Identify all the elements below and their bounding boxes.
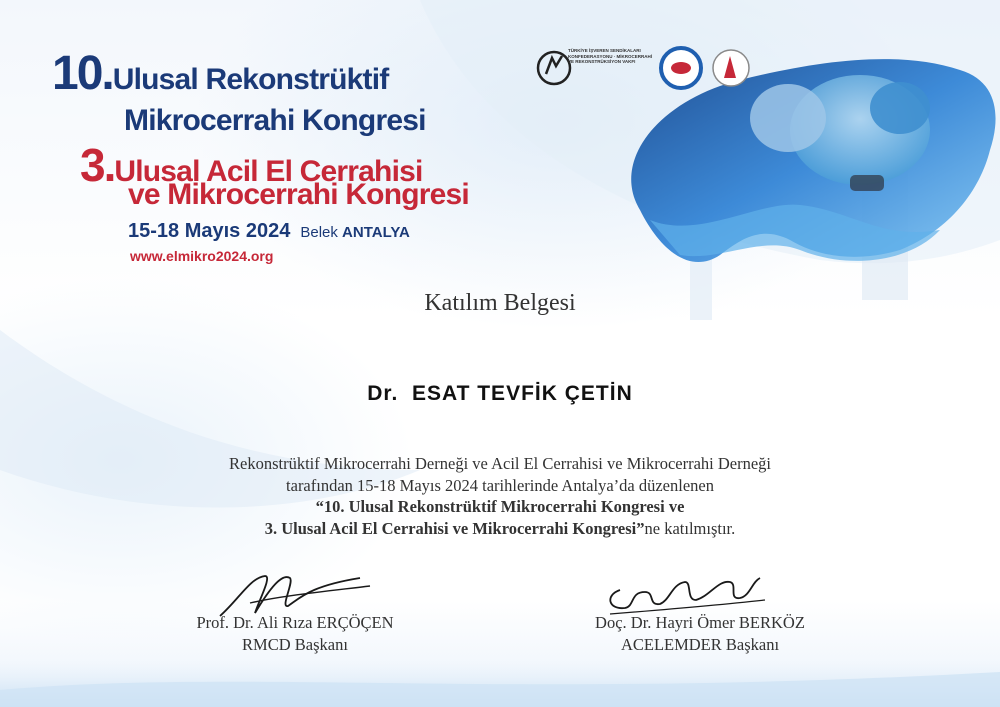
signatory-name: Doç. Dr. Hayri Ömer BERKÖZ [595,613,805,632]
surgeon-cap [870,82,930,134]
foundation-logo-icon [538,52,570,84]
congress-title-line: Mikrocerrahi Kongresi [124,104,426,137]
signatory-2 [560,612,840,656]
body-line: Rekonstrüktif Mikrocerrahi Derneği ve Acil El Cerrahisi ve Mikrocerrahi Derneği [228,454,772,473]
foundation-logo-text: TÜRKİYE İŞVEREN SENDİKALARI KONFEDERASYONU · MİKROCERRAHİ VE REKONSTRÜKSİYON VAKFI [568,48,653,64]
congress-title-2 [80,138,469,211]
body-line-tail: ne katılmıştır. [644,518,736,538]
event-website: www.elmikro2024.org [130,248,274,264]
signatory-role: ACELEMDER Başkanı [620,635,780,654]
body-line: tarafından 15-18 Mayıs 2024 tarihlerinde Antalya’da düzenlenen [286,475,714,495]
signatory-1 [170,612,420,656]
certificate-body [0,453,1000,539]
congress-title-1 [52,46,426,137]
event-place: Belek [300,224,338,241]
microscope-shape [850,175,884,191]
event-date: 15-18 Mayıs 2024 [128,220,291,242]
signatory-name: Prof. Dr. Ali Rıza ERÇÖÇEN [196,613,394,632]
body-line-bold: 3. Ulusal Acil El Cerrahisi ve Mikrocerrahi Kongresi” [264,518,645,538]
body-line [0,518,1000,540]
signatory-role: RMCD Başkanı [242,635,348,654]
congress-number: 3. [80,139,115,191]
society-seal-icon [671,62,691,74]
event-dates [128,220,410,243]
event-city: ANTALYA [342,224,410,241]
body-line-bold: “10. Ulusal Rekonstrüktif Mikrocerrahi Kongresi ve [315,497,685,516]
surgeon-illustration [750,84,826,152]
congress-title-line: Ulusal Acil El Cerrahisi [114,155,423,188]
body-line [0,496,1000,518]
congress-title-line: ve Mikrocerrahi Kongresi [128,178,469,211]
congress-title-line: Ulusal Rekonstrüktif [112,63,389,96]
recipient-name: Dr. ESAT TEVFİK ÇETİN [367,382,633,405]
certificate-title: Katılım Belgesi [424,290,576,316]
congress-number: 10. [52,47,113,100]
hand-mark-icon [546,56,562,74]
